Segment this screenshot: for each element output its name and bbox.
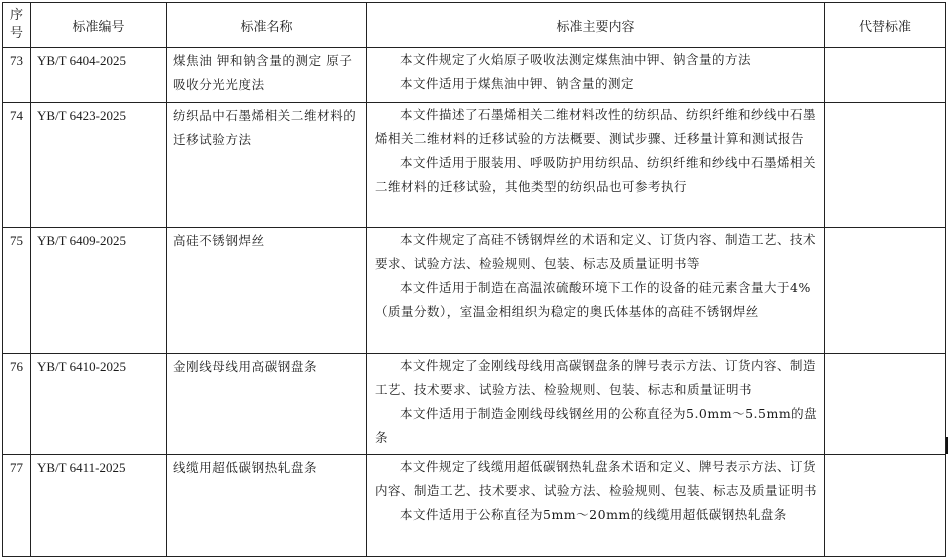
seq-cell: 77 — [3, 455, 31, 557]
table-row — [3, 354, 946, 455]
standard-code: YB/T 6404-2025 — [31, 48, 167, 103]
standard-name-cell — [167, 48, 367, 103]
standard-name: 高硅不锈钢焊丝 — [173, 233, 265, 248]
text-cursor-mark — [946, 437, 948, 454]
content-paragraph: 本文件适用于制造金刚线母线钢丝用的公称直径为5.0mm～5.5mm的盘条 — [375, 406, 818, 445]
standard-name: 线缆用超低碳钢热轧盘条 — [173, 460, 318, 475]
standard-name: 金刚线母线用高碳钢盘条 — [173, 359, 318, 374]
standard-code: YB/T 6411-2025 — [31, 455, 167, 557]
content-paragraph: 本文件规定了火焰原子吸收法测定煤焦油中钾、钠含量的方法 — [400, 52, 752, 67]
header-seq-line-2: 号 — [9, 26, 23, 41]
replaced-standard — [825, 455, 946, 557]
content-paragraph: 本文件适用于煤焦油中钾、钠含量的测定 — [400, 76, 635, 91]
seq-cell: 75 — [3, 228, 31, 354]
standard-name-cell — [167, 228, 367, 354]
content-paragraph: 本文件规定了金刚线母线用高碳钢盘条的牌号表示方法、订货内容、制造工艺、技术要求、试验方法、检验规则、包装、标志和质量证明书 — [375, 358, 817, 397]
header-name: 标准名称 — [167, 3, 367, 48]
standard-content — [367, 103, 825, 228]
header-content: 标准主要内容 — [367, 3, 825, 48]
content-paragraph: 本文件适用于服装用、呼吸防护用纺织品、纺织纤维和纱线中石墨烯相关二维材料的迁移试验，其他类型的纺织品也可参考执行 — [375, 155, 817, 194]
content-paragraph: 本文件规定了高硅不锈钢焊丝的术语和定义、订货内容、制造工艺、技术要求、试验方法、检验规则、包装、标志及质量证明书等 — [375, 232, 817, 271]
content-paragraph: 本文件适用于公称直径为5mm～20mm的线缆用超低碳钢热轧盘条 — [400, 507, 787, 522]
standard-content — [367, 228, 825, 354]
table-row — [3, 455, 946, 557]
table-row — [3, 48, 946, 103]
standard-content — [367, 48, 825, 103]
seq-cell: 73 — [3, 48, 31, 103]
standard-content — [367, 354, 825, 455]
replaced-standard — [825, 228, 946, 354]
standard-code: YB/T 6423-2025 — [31, 103, 167, 228]
content-paragraph: 本文件规定了线缆用超低碳钢热轧盘条术语和定义、牌号表示方法、订货内容、制造工艺、技术要求、试验方法、检验规则、包装、标志及质量证明书 — [375, 459, 818, 498]
replaced-standard — [825, 103, 946, 228]
replaced-standard — [825, 48, 946, 103]
standard-content — [367, 455, 825, 557]
standard-name-cell — [167, 455, 367, 557]
seq-cell: 74 — [3, 103, 31, 228]
standard-name-cell — [167, 103, 367, 228]
replaced-standard — [825, 354, 946, 455]
standards-table — [2, 2, 946, 557]
header-seq — [3, 3, 31, 48]
header-seq-line-1: 序 — [9, 8, 23, 23]
content-paragraph: 本文件适用于制造在高温浓硫酸环境下工作的设备的硅元素含量大于4%（质量分数），室温金相组织为稳定的奥氏体基体的高硅不锈钢焊丝 — [375, 280, 811, 319]
standard-code: YB/T 6409-2025 — [31, 228, 167, 354]
header-code: 标准编号 — [31, 3, 167, 48]
standard-name: 煤焦油 钾和钠含量的测定 原子吸收分光光度法 — [173, 53, 353, 92]
standard-code: YB/T 6410-2025 — [31, 354, 167, 455]
table-row — [3, 103, 946, 228]
table-header-row — [3, 3, 946, 48]
standard-name: 纺织品中石墨烯相关二维材料的迁移试验方法 — [173, 108, 357, 147]
header-replace: 代替标准 — [825, 3, 946, 48]
seq-cell: 76 — [3, 354, 31, 455]
table-row — [3, 228, 946, 354]
standard-name-cell — [167, 354, 367, 455]
content-paragraph: 本文件描述了石墨烯相关二维材料改性的纺织品、纺织纤维和纱线中石墨烯相关二维材料的迁移试验的方法概要、测试步骤、迁移量计算和测试报告 — [375, 107, 817, 146]
